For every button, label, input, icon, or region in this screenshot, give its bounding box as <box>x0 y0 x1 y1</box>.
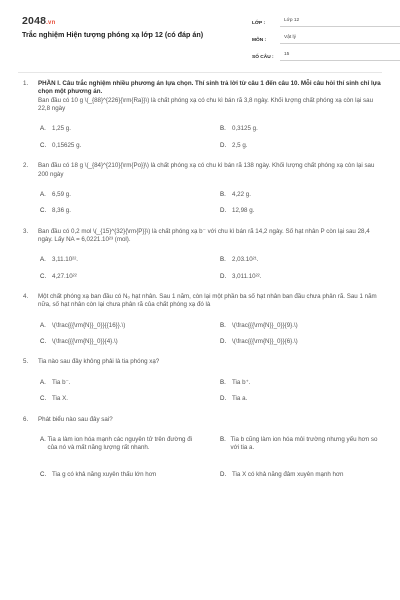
section-instruction: PHẦN I. Câu trắc nghiệm nhiều phương án lựa chọn. Thí sinh trả lời từ câu 1 đến câu 10. Mỗi câu hỏi thí sinh chỉ lựa chọn một phương án. <box>38 80 381 96</box>
option-b[interactable] <box>220 436 382 453</box>
option-label: A. <box>40 256 46 264</box>
option-a[interactable] <box>40 191 202 199</box>
question-text: Ban đầu có 18 g \(_{84}^{210}{\rm{Po}}\) là chất phóng xạ có chu kì bán rã 138 ngày. Khối lượng chất phóng xạ còn lại sau 200 ngày <box>38 162 375 178</box>
option-a[interactable] <box>40 436 202 453</box>
option-c[interactable] <box>40 207 202 215</box>
question-number: 3. <box>23 227 29 235</box>
question-text <box>38 80 382 113</box>
option-text: 2,5 g. <box>232 141 248 149</box>
option-b[interactable] <box>220 256 382 264</box>
option-text: Tia b⁻. <box>52 378 71 386</box>
option-label: C. <box>40 395 47 403</box>
question-text: Tia nào sau đây không phải là tia phóng xạ? <box>38 358 160 366</box>
meta-row-count <box>252 50 400 61</box>
option-b[interactable] <box>220 322 382 330</box>
option-label: A. <box>40 435 46 443</box>
question-text: Phát biểu nào sau đây sai? <box>38 415 113 423</box>
option-label: A. <box>40 190 46 198</box>
option-text: 8,36 g. <box>52 207 71 215</box>
option-label: B. <box>220 435 226 443</box>
question-number: 2. <box>23 162 29 170</box>
option-text: Tia g có khả năng xuyên thấu lớn hơn <box>52 470 157 478</box>
option-text: 0,15625 g. <box>52 141 82 149</box>
option-text: Tia b⁺. <box>232 378 251 386</box>
option-text: 6,59 g. <box>52 190 71 198</box>
option-label: B. <box>220 321 226 329</box>
option-c[interactable] <box>40 471 202 479</box>
option-label: C. <box>40 470 47 478</box>
option-b[interactable] <box>220 191 382 199</box>
header-divider <box>18 72 382 73</box>
option-text: \(\frac{{{\rm{N}}_0}}{{16}}.\) <box>52 321 126 329</box>
option-label: C. <box>40 141 47 149</box>
option-label: B. <box>220 190 226 198</box>
option-a[interactable] <box>40 379 202 387</box>
options <box>40 379 382 404</box>
option-c[interactable] <box>40 142 202 150</box>
option-label: D. <box>220 470 227 478</box>
option-label: A. <box>40 321 46 329</box>
option-b[interactable] <box>220 379 382 387</box>
option-text: 4,27.10²² <box>52 272 77 280</box>
option-text: 3,011.10²². <box>232 272 262 280</box>
logo-suffix: .vn <box>46 20 56 26</box>
option-c[interactable] <box>40 338 202 346</box>
option-d[interactable] <box>220 207 382 215</box>
option-label: C. <box>40 338 47 346</box>
option-text: 4,22 g. <box>232 190 251 198</box>
option-text: Tia a. <box>232 395 248 403</box>
option-a[interactable] <box>40 322 202 330</box>
option-label: D. <box>220 338 227 346</box>
option-d[interactable] <box>220 142 382 150</box>
option-text: 12,98 g. <box>232 207 255 215</box>
option-label: B. <box>220 378 226 386</box>
option-d[interactable] <box>220 273 382 281</box>
question-3 <box>0 228 400 281</box>
site-logo[interactable] <box>22 14 55 28</box>
logo-main: 2048 <box>22 15 47 27</box>
question-1 <box>0 80 400 150</box>
question-text: Một chất phóng xạ ban đầu có N₀ hạt nhân. Sau 1 năm, còn lại một phần ba số hạt nhân ban đầu chưa phân rã. Sau 1 năm nữa, số hạt nhân còn lại chưa phân rã của chất phóng xạ đó là <box>38 293 377 309</box>
option-label: D. <box>220 272 227 280</box>
meta-info <box>252 16 400 67</box>
meta-key: LỚP : <box>252 20 266 26</box>
option-d[interactable] <box>220 338 382 346</box>
question-number: 5. <box>23 358 29 366</box>
option-text: Tia X. <box>52 395 68 403</box>
meta-key: MÔN : <box>252 37 267 43</box>
question-body: Ban đầu có 10 g \(_{88}^{226}{\rm{Ra}}\) là chất phóng xạ có chu kì bán rã 3,8 ngày. Khối lượng chất phóng xạ còn lại sau 22,8 ngày <box>38 96 374 113</box>
option-text: \(\frac{{{\rm{N}}_0}}{4}.\) <box>52 338 118 346</box>
option-d[interactable] <box>220 395 382 403</box>
meta-row-subject <box>252 33 400 44</box>
options <box>40 322 382 347</box>
option-label: C. <box>40 207 47 215</box>
page-title: Trắc nghiệm Hiện tượng phóng xạ lớp 12 (có đáp án) <box>22 30 204 39</box>
option-text: 2,03.10²¹. <box>232 256 259 264</box>
question-2 <box>0 162 400 215</box>
option-text: 0,3125 g. <box>232 125 258 133</box>
question-number: 6. <box>23 415 29 423</box>
options <box>40 436 382 479</box>
option-text: \(\frac{{{\rm{N}}_0}}{9}.\) <box>232 321 298 329</box>
meta-value: Lớp 12 <box>280 18 400 27</box>
meta-row-class <box>252 16 400 27</box>
option-text: 1,25 g. <box>52 125 71 133</box>
option-c[interactable] <box>40 395 202 403</box>
option-label: B. <box>220 256 226 264</box>
question-list <box>0 80 400 491</box>
option-c[interactable] <box>40 273 202 281</box>
meta-value: Vật lý <box>280 35 400 44</box>
option-label: A. <box>40 378 46 386</box>
option-text: Tia b cũng làm ion hóa môi trường nhưng yếu hơn so với tia a. <box>230 435 378 452</box>
option-text: 3,11.10²². <box>52 256 79 264</box>
question-number: 4. <box>23 293 29 301</box>
option-text: Tia a làm ion hóa mạnh các nguyên tử trên đường đi của nó và mất năng lượng rất nhanh. <box>47 435 193 452</box>
option-label: A. <box>40 125 46 133</box>
options <box>40 125 382 150</box>
option-d[interactable] <box>220 471 382 479</box>
option-label: D. <box>220 141 227 149</box>
question-6 <box>0 416 400 479</box>
question-4 <box>0 293 400 346</box>
meta-value: 15 <box>280 52 400 61</box>
question-number: 1. <box>23 80 29 87</box>
option-label: C. <box>40 272 47 280</box>
options <box>40 256 382 281</box>
options <box>40 191 382 216</box>
option-b[interactable] <box>220 125 382 133</box>
option-a[interactable] <box>40 125 202 133</box>
option-a[interactable] <box>40 256 202 264</box>
option-label: B. <box>220 125 226 133</box>
option-text: \(\frac{{{\rm{N}}_0}}{6}.\) <box>232 338 298 346</box>
meta-key: SỐ CÂU : <box>252 54 274 60</box>
header <box>22 14 382 64</box>
option-label: D. <box>220 207 227 215</box>
question-5 <box>0 358 400 403</box>
option-text: Tia X có khả năng đâm xuyên mạnh hơn <box>232 470 344 478</box>
question-text: Ban đầu có 0,2 mol \(_{15}^{32}{\rm{P}}\) là chất phóng xạ b⁻ với chu kì bán rã 14,2 ngày. Số hạt nhân P còn lại sau 28,4 ngày. Lấy NA = 6,0221.10²³ (mol). <box>38 227 370 243</box>
option-label: D. <box>220 395 227 403</box>
